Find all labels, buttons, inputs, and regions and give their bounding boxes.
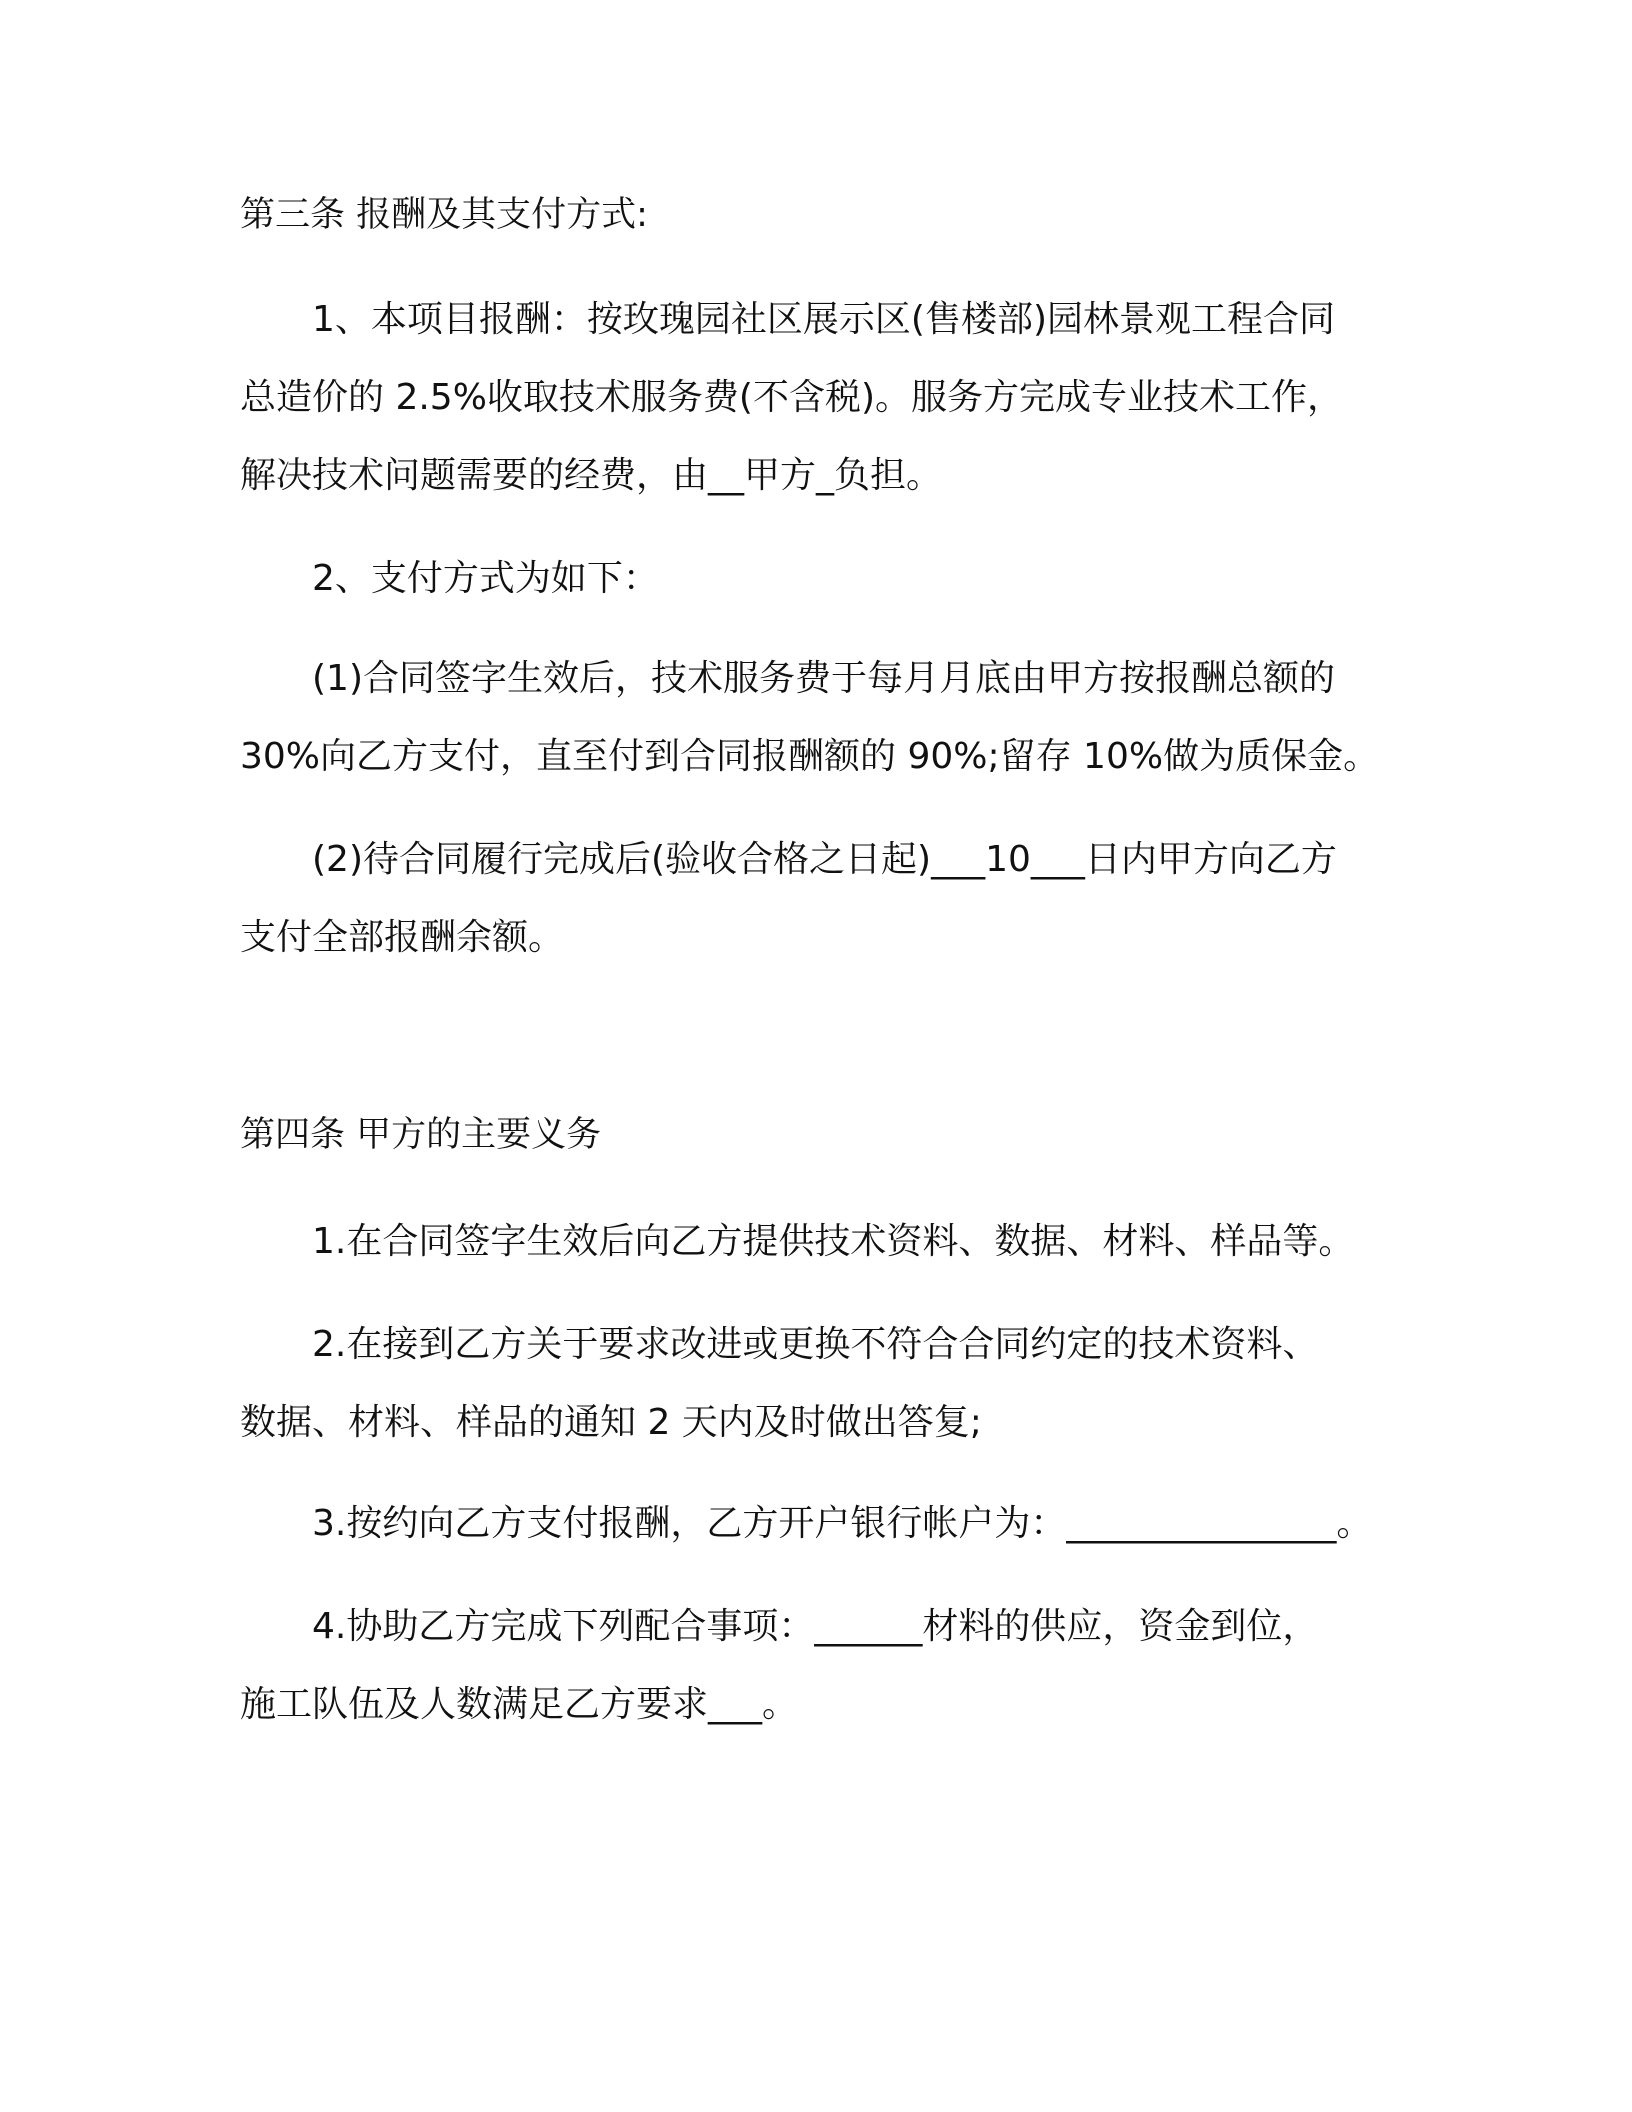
section-3-item-2-sub-2-line-1: (2)待合同履行完成后(验收合格之日起)___10___日内甲方向乙方 — [312, 839, 1337, 880]
section-3-item-2-sub-2-line-2: 支付全部报酬余额。 — [240, 917, 565, 958]
section-4-item-2-line-2: 数据、材料、样品的通知 2 天内及时做出答复; — [240, 1402, 982, 1443]
section-4-item-1-line-1: 1.在合同签字生效后向乙方提供技术资料、数据、材料、样品等。 — [312, 1221, 1355, 1262]
section-4-item-3-line-1: 3.按约向乙方支付报酬，乙方开户银行帐户为：_______________。 — [312, 1503, 1373, 1544]
section-3-item-2-line-1: 2、支付方式为如下： — [312, 558, 659, 599]
section-3-item-2-sub-1-line-1: (1)合同签字生效后，技术服务费于每月月底由甲方按报酬总额的 — [312, 658, 1335, 699]
section-4-heading: 第四条 甲方的主要义务 — [240, 1115, 602, 1155]
section-4-item-4-line-1: 4.协助乙方完成下列配合事项：______材料的供应，资金到位， — [312, 1606, 1319, 1647]
section-3-item-1-line-1: 1、本项目报酬：按玫瑰园社区展示区(售楼部)园林景观工程合同 — [312, 299, 1335, 340]
section-3-item-1-line-2: 总造价的 2.5%收取技术服务费(不含税)。服务方完成专业技术工作， — [240, 377, 1343, 418]
section-3-item-1-line-3: 解决技术问题需要的经费，由__甲方_负担。 — [240, 455, 943, 496]
section-4-item-4-line-2: 施工队伍及人数满足乙方要求___。 — [240, 1684, 799, 1725]
section-3-heading: 第三条 报酬及其支付方式: — [240, 195, 648, 235]
section-4-item-2-line-1: 2.在接到乙方关于要求改进或更换不符合合同约定的技术资料、 — [312, 1324, 1319, 1365]
section-3-item-2-sub-1-line-2: 30%向乙方支付，直至付到合同报酬额的 90%;留存 10%做为质保金。 — [240, 736, 1380, 777]
